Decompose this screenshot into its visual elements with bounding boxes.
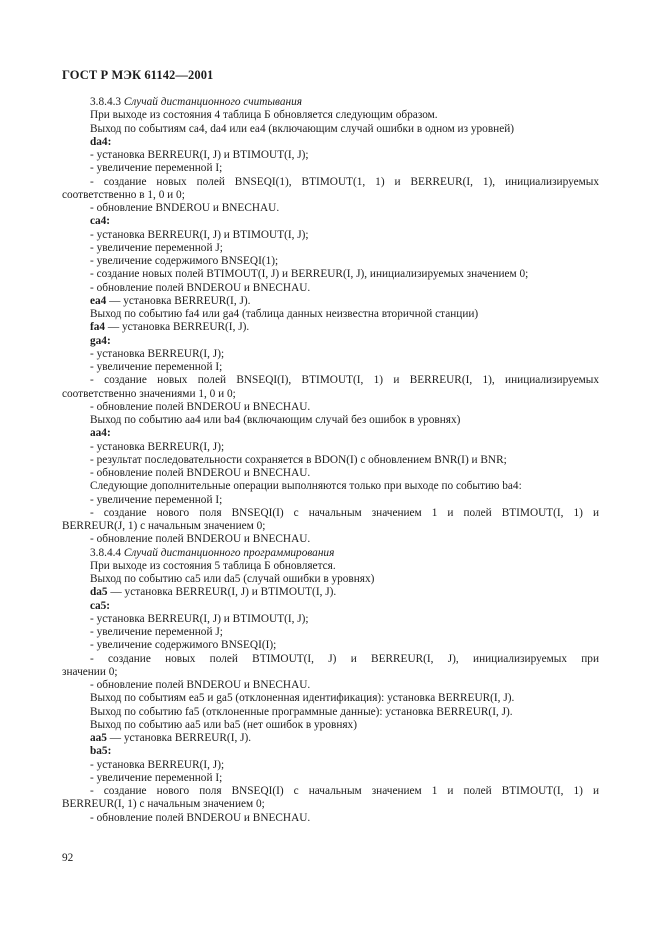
text-line <box>62 480 599 493</box>
text-line <box>62 653 599 666</box>
text-line <box>62 215 599 228</box>
text-run: - установка BERREUR(I, J) и BTIMOUT(I, J); <box>90 149 309 161</box>
text-run: - обновление полей BNDEROU и BNECHAU. <box>90 467 311 479</box>
text-line <box>62 613 599 626</box>
text-line <box>62 255 599 268</box>
text-run: - увеличение содержимого BNSEQI(1); <box>90 255 279 267</box>
text-line <box>62 560 599 573</box>
event-label: da5 <box>90 586 108 599</box>
text-line <box>62 242 599 255</box>
text-run: - обновление полей BNDEROU и BNECHAU. <box>90 281 311 294</box>
text-run: - установка BERREUR(I, J) и BTIMOUT(I, J); <box>90 612 309 625</box>
text-run: соответственно значениями 1, 0 и 0; <box>62 387 236 400</box>
document-header: ГОСТ Р МЭК 61142—2001 <box>62 68 214 82</box>
text-line <box>62 639 599 652</box>
text-run: Выход по событию aa5 или ba5 (нет ошибок в уровнях) <box>90 718 357 731</box>
text-line <box>62 732 599 745</box>
text-line <box>62 162 599 175</box>
text-run: - увеличение переменной I; <box>90 361 223 373</box>
text-line <box>62 308 599 321</box>
text-run: 3.8.4.3 <box>90 96 124 108</box>
text-line <box>62 361 599 374</box>
text-run: - установка BERREUR(I, J) и BTIMOUT(I, J); <box>90 228 309 241</box>
text-line <box>62 719 599 732</box>
text-line <box>62 441 599 454</box>
event-label: ga4: <box>90 334 111 347</box>
text-line <box>62 706 599 719</box>
event-label: ca5: <box>90 599 111 612</box>
text-run: соответственно в 1, 0 и 0; <box>62 188 185 201</box>
text-run: - увеличение переменной I; <box>90 162 223 175</box>
text-line <box>62 467 599 480</box>
text-run: значении 0; <box>62 665 118 678</box>
event-label: ba5: <box>90 745 112 758</box>
text-run: - установка BERREUR(I, J); <box>90 347 225 360</box>
section-title: Случай дистанционного считывания <box>123 96 303 108</box>
text-run: - увеличение переменной I; <box>90 493 223 506</box>
event-label: aa5 <box>90 732 107 744</box>
text-run: - обновление полей BNDEROU и BNECHAU. <box>90 811 311 824</box>
text-line <box>62 494 599 507</box>
text-line <box>62 189 599 202</box>
text-run: - обновление BNDEROU и BNECHAU. <box>90 202 280 214</box>
text-run: - установка BERREUR(I, J); <box>90 440 225 453</box>
event-label: da4: <box>90 135 112 148</box>
text-run: При выходе из состояния 5 таблица Б обновляется. <box>90 559 336 572</box>
text-line <box>62 123 599 136</box>
text-line <box>62 745 599 758</box>
text-run: - создание нового поля BNSEQI(I) с начальным значением 1 и полей BTIMOUT(I, 1) и <box>90 785 599 797</box>
text-line <box>62 268 599 281</box>
text-run: - создание новых полей BTIMOUT(I, J) и BERREUR(I, J), инициализируемых при <box>90 652 599 665</box>
text-line <box>62 176 599 189</box>
text-run: - результат последовательности сохраняется в BDON(I) с обновлением BNR(I) и BNR; <box>90 453 507 466</box>
text-run: - увеличение содержимого BNSEQI(I); <box>90 639 277 652</box>
text-run: — установка BERREUR(I, J). <box>106 732 252 744</box>
text-run: Выход по событию ca5 или da5 (случай ошибки в уровнях) <box>90 573 375 585</box>
text-line <box>62 626 599 639</box>
text-line <box>62 454 599 467</box>
text-run: - увеличение переменной I; <box>90 771 223 784</box>
text-run: - создание новых полей BNSEQI(1), BTIMOUT(1, 1) и BERREUR(I, 1), инициализируемых <box>90 175 599 188</box>
text-line <box>62 202 599 215</box>
text-line <box>62 388 599 401</box>
event-label: ca4: <box>90 215 111 228</box>
text-run: - создание нового поля BNSEQI(I) с начальным значением 1 и полей BTIMOUT(I, 1) и <box>90 506 599 519</box>
text-run: 3.8.4.4 <box>90 546 124 559</box>
text-line <box>62 520 599 533</box>
text-line <box>62 321 599 334</box>
event-label: ea4 <box>90 294 107 307</box>
text-line <box>62 374 599 387</box>
text-line <box>62 785 599 798</box>
text-line <box>62 759 599 772</box>
text-line <box>62 692 599 705</box>
event-label: fa4 <box>90 321 106 334</box>
text-line <box>62 401 599 414</box>
text-run: - создание новых полей BNSEQI(I), BTIMOUT(I, 1) и BERREUR(I, 1), инициализируемых <box>90 374 599 387</box>
text-line <box>62 149 599 162</box>
text-run: Выход по событию fa4 или ga4 (таблица данных неизвестна вторичной станции) <box>90 308 479 320</box>
text-line <box>62 533 599 546</box>
text-line <box>62 335 599 348</box>
text-line <box>62 96 599 109</box>
text-run: — установка BERREUR(I, J). <box>106 294 251 307</box>
text-line <box>62 282 599 295</box>
text-run: Выход по событию fa5 (отклоненные программные данные): установка BERREUR(I, J). <box>90 705 513 718</box>
text-run: — установка BERREUR(I, J) и BTIMOUT(I, J). <box>107 586 337 599</box>
section-title: Случай дистанционного программирования <box>123 546 335 559</box>
text-run: - обновление полей BNDEROU и BNECHAU. <box>90 679 311 691</box>
text-run: — установка BERREUR(I, J). <box>105 321 250 334</box>
text-line <box>62 229 599 242</box>
page-number: 92 <box>62 852 74 864</box>
text-line <box>62 666 599 679</box>
text-run: - обновление полей BNDEROU и BNECHAU. <box>90 533 311 546</box>
text-line <box>62 812 599 825</box>
text-run: BERREUR(J, 1) с начальным значением 0; <box>62 520 266 532</box>
text-line <box>62 136 599 149</box>
text-run: - увеличение переменной J; <box>90 626 223 638</box>
text-line <box>62 109 599 122</box>
text-line <box>62 573 599 586</box>
event-label: aa4: <box>90 427 111 440</box>
text-run: - увеличение переменной J; <box>90 241 223 254</box>
text-line <box>62 348 599 361</box>
text-run: - создание новых полей BTIMOUT(I, J) и BERREUR(I, J), инициализируемых значением 0; <box>90 268 529 281</box>
text-line <box>62 295 599 308</box>
text-line <box>62 679 599 692</box>
text-line <box>62 547 599 560</box>
document-body <box>62 96 599 825</box>
text-run: BERREUR(I, 1) с начальным значением 0; <box>62 798 265 811</box>
text-run: - установка BERREUR(I, J); <box>90 758 225 771</box>
text-run: Выход по событиям ea5 и ga5 (отклоненная идентификация): установка BERREUR(I, J). <box>90 692 515 705</box>
text-run: - обновление полей BNDEROU и BNECHAU. <box>90 400 311 413</box>
text-run: Выход по событию aa4 или ba4 (включающим случай без ошибок в уровнях) <box>90 414 461 426</box>
text-run: Выход по событиям ca4, da4 или ea4 (включающим случай ошибки в одном из уровней) <box>90 122 515 135</box>
text-line <box>62 427 599 440</box>
text-run: При выходе из состояния 4 таблица Б обновляется следующим образом. <box>90 109 438 122</box>
text-line <box>62 507 599 520</box>
text-line <box>62 600 599 613</box>
text-line <box>62 586 599 599</box>
text-line <box>62 772 599 785</box>
text-run: Следующие дополнительные операции выполняются только при выходе по событию ba4: <box>90 480 522 493</box>
text-line <box>62 798 599 811</box>
text-line <box>62 414 599 427</box>
